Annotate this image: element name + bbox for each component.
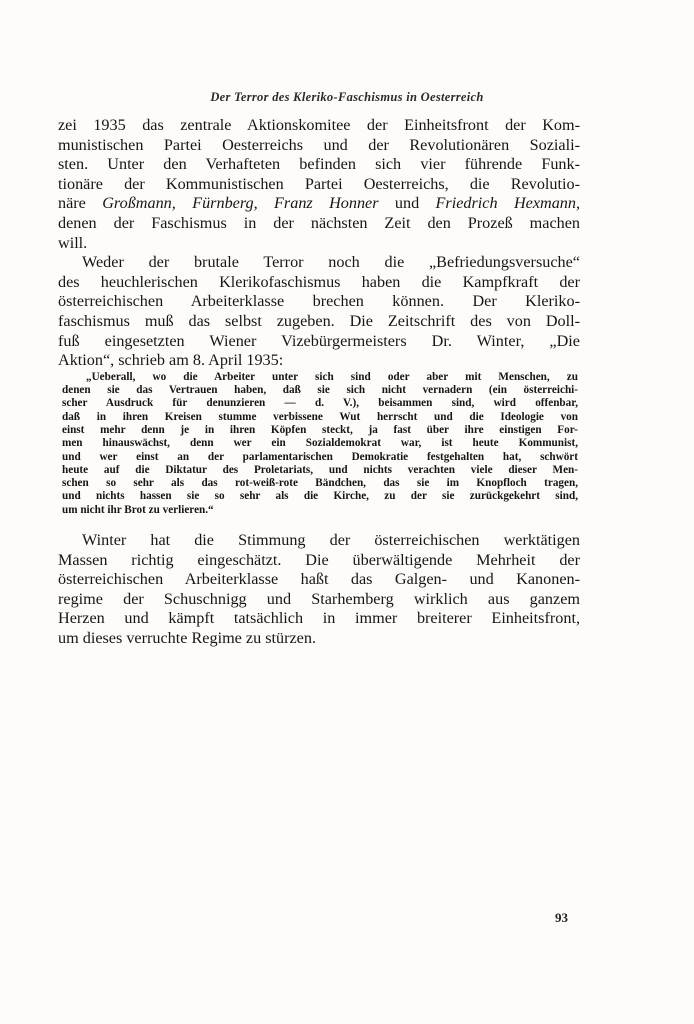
text-line: regime der Schuschnigg und Starhemberg wirklich aus ganzem [58,589,580,608]
text-line: Herzen und kämpft tatsächlich in immer breiterer Einheitsfront, [58,609,580,628]
name-honner: Franz Honner [274,194,379,213]
text-line: Weder der brutale Terror noch die „Befriedungsversuche“ [82,253,580,272]
text-line: fuß eingesetzten Wiener Vizebürgermeisters Dr. Winter, „Die [58,331,580,350]
text-line: tionäre der Kommunistischen Partei Oesterreichs, die Revolutio- [58,174,580,193]
paragraph-1 [58,116,580,253]
page-number: 93 [555,910,568,925]
quote-line: und wer einst an der parlamentarischen Demokratie festgehalten hat, schwört [62,450,578,463]
paragraph-2 [58,253,580,371]
text-line: zei 1935 das zentrale Aktionskomitee der Einheitsfront der Kom- [58,116,580,134]
text-line: österreichischen Arbeiterklasse haßt das Galgen- und Kanonen- [58,570,580,589]
running-head: Der Terror des Kleriko-Faschismus in Oesterreich [210,90,484,104]
quote-line: men hinauswächst, denn wer ein Sozialdemokrat war, ist heute Kommunist, [62,437,578,450]
body-text [58,116,580,649]
text-line: faschismus muß das selbst zugeben. Die Zeitschrift des von Doll- [58,311,580,330]
text-line-names [58,194,580,214]
quote-line: einst mehr denn je in ihren Köpfen steckt, ja fast über ihre einstigen For- [62,423,578,436]
text-line: will. [58,233,88,252]
name-grossmann: Großmann, [102,194,176,213]
quote-line: scher Ausdruck für denunzieren — d. V.), beisammen sind, wird offenbar, [62,397,578,410]
name-hexmann: Friedrich Hexmann, [435,194,581,213]
quote-line: um nicht ihr Brot zu verlieren.“ [62,503,214,516]
text-line: denen der Faschismus in der nächsten Zeit den Prozeß machen [58,213,580,232]
text-fragment [258,194,274,212]
quote-line: und nichts hassen sie so sehr als die Kirche, zu der sie zurückgekehrt sind, [62,490,578,503]
text-line: Massen richtig eingeschätzt. Die überwältigende Mehrheit der [58,550,580,569]
text-line: sten. Unter den Verhafteten befinden sich vier führende Funk- [58,155,580,174]
text-line: um dieses verruchte Regime zu stürzen. [58,628,317,647]
text-fragment: und [378,194,436,213]
quote-line: denen sie das Vertrauen haben, daß sie sich nicht vernadern (ein österreichi- [62,384,578,397]
paragraph-3 [58,531,580,649]
quote-line: schen so sehr als das rot-weiß-rote Bändchen, das sie im Knopfloch tragen, [62,477,578,490]
text-line: österreichischen Arbeiterklasse brechen können. Der Kleriko- [58,292,580,311]
text-line: munistischen Partei Oesterreichs und der Revolutionären Soziali- [58,135,580,154]
text-line: Winter hat die Stimmung der österreichischen werktätigen [82,530,580,549]
quote-line: daß in ihren Kreisen stumme verbissene Wut herrscht und die Ideologie von [62,410,578,423]
block-quote [58,371,580,517]
quote-line: heute auf die Diktatur des Proletariats, und nichts verachten viele dieser Men- [62,463,578,476]
quote-line: „Ueberall, wo die Arbeiter unter sich sind oder aber mit Menschen, zu [86,370,578,383]
text-line: Aktion“, schrieb am 8. April 1935: [58,351,284,370]
text-fragment: näre [58,194,103,213]
text-line: des heuchlerischen Klerikofaschismus haben die Kampfkraft der [58,272,580,291]
text-fragment [176,194,192,212]
name-fuernberg: Fürnberg, [192,194,258,213]
